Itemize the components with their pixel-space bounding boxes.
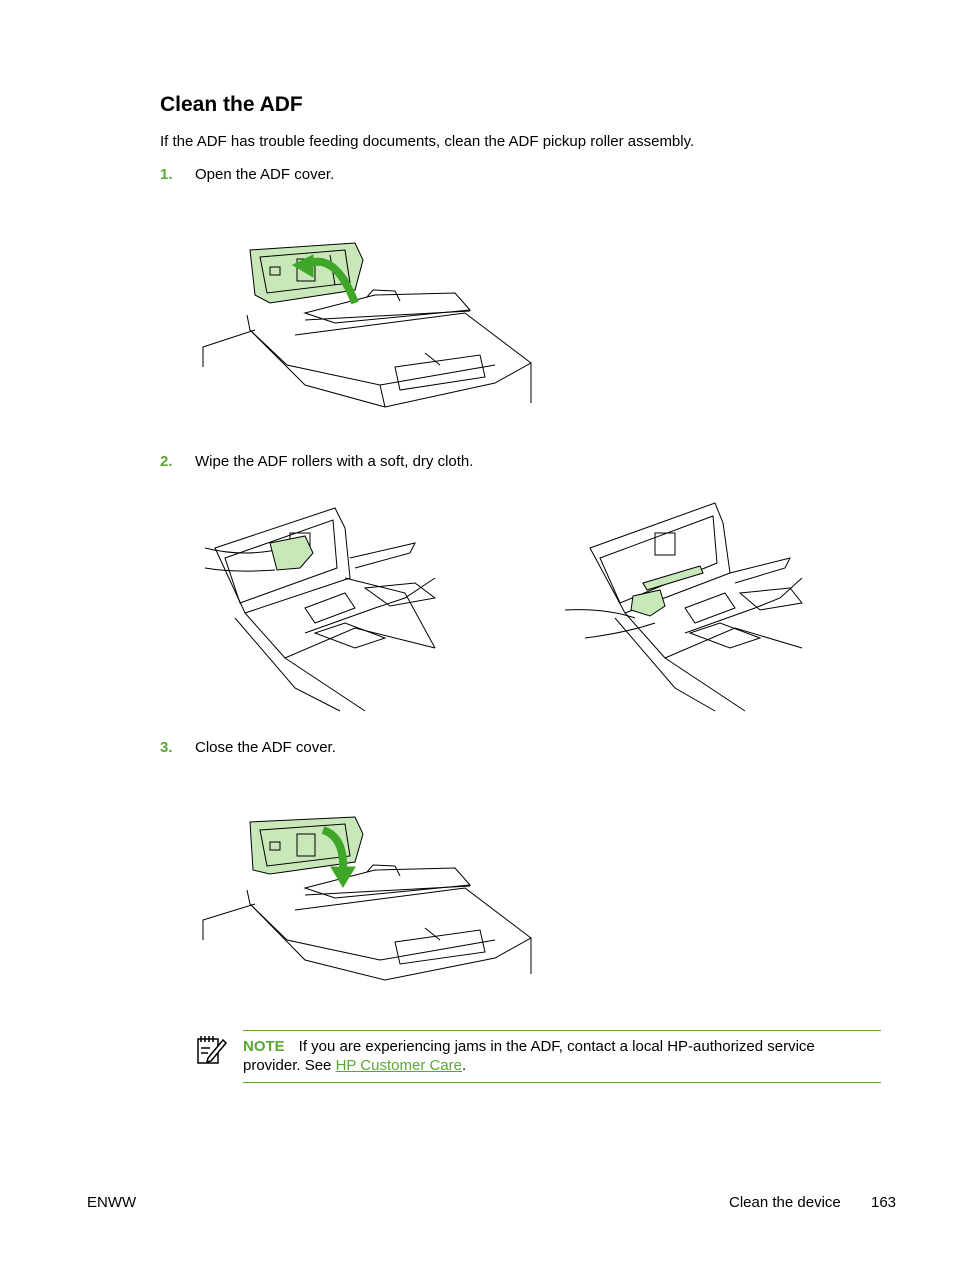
intro-paragraph: If the ADF has trouble feeding documents, clean the ADF pickup roller assembly. [160,133,695,150]
step-2-text: Wipe the ADF rollers with a soft, dry cloth. [195,453,474,470]
cloth-right [631,590,665,616]
footer-left: ENWW [87,1194,137,1211]
step-1-text: Open the ADF cover. [195,166,335,183]
hp-customer-care-link[interactable]: HP Customer Care [335,1057,462,1074]
note-text [243,1037,873,1075]
footer-page-number: 163 [871,1194,897,1211]
page-title: Clean the ADF [160,93,303,116]
illustration-wipe-rollers-left [205,498,440,713]
step-3-text: Close the ADF cover. [195,739,336,756]
cloth-left [270,536,313,570]
illustration-open-adf-cover [195,235,540,410]
note-body: If you are experiencing jams in the ADF, contact a local HP-authorized service provider. See [243,1038,815,1074]
step-2-number: 2. [160,453,173,470]
note-top-rule [243,1030,881,1031]
note-end: . [462,1057,467,1074]
step-1-number: 1. [160,166,173,183]
step-3-number: 3. [160,739,173,756]
illustration-close-adf-cover [195,812,540,982]
note-pencil-icon [196,1034,228,1071]
illustration-wipe-rollers-right [565,498,805,713]
note-label: NOTE [243,1038,285,1055]
footer-section: Clean the device [729,1194,841,1211]
note-bottom-rule [243,1082,881,1083]
